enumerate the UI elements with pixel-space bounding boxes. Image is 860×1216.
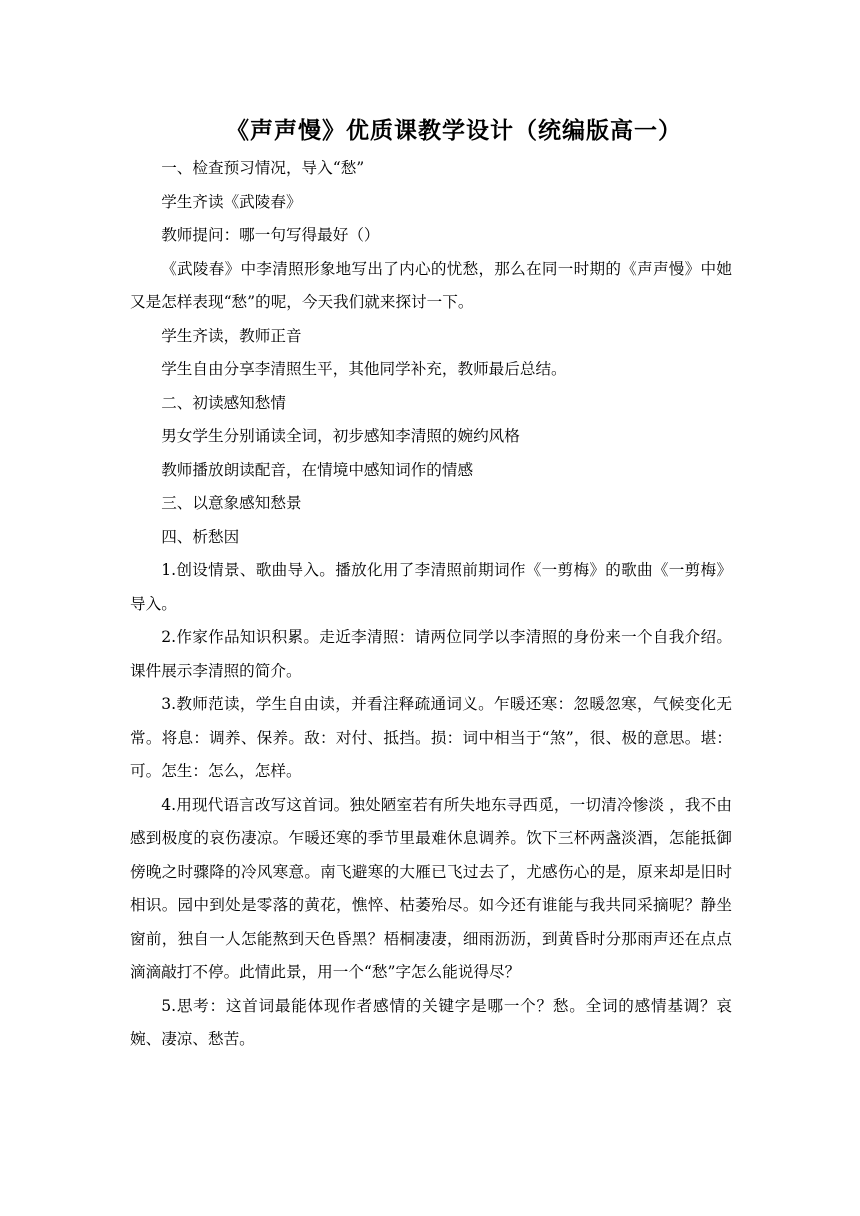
- paragraph: 教师提问：哪一句写得最好（）: [161, 226, 380, 244]
- paragraph: 《武陵春》中李清照形象地写出了内心的忧愁，那么在同一时期的《声声慢》中她又是怎样表现“愁”的呢，今天我们就来探讨一下。: [130, 259, 732, 311]
- section-heading-2: 二、初读感知愁情: [161, 393, 286, 412]
- section-heading-3: 三、以意象感知愁景: [161, 494, 302, 512]
- numbered-paragraph-4: 4.用现代语言改写这首词。独处陋室若有所失地东寻西觅，一切清冷惨淡 ，我不由感到极度的哀伤凄凉。乍暖还寒的季节里最难休息调养。饮下三杯两盏淡酒，怎能抵御傍晚之时骤降的冷风寒意。南飞避寒的大雁已飞过去了，尤感伤心的是，原来却是旧时相识。园中到处是零落的黄花，憔悴、枯萎殆尽。如今还有谁能与我共同采摘呢？静坐窗前，独自一人怎能熬到天色昏黑？梧桐凄凄，细雨沥沥，到黄昏时分那雨声还在点点滴滴敲打不停。此情此景，用一个“愁”字怎么能说得尽？: [130, 795, 732, 981]
- paragraph: 学生齐读《武陵春》: [161, 192, 302, 211]
- numbered-paragraph-2: 2.作家作品知识积累。走近李清照：请两位同学以李清照的身份来一个自我介绍。课件展示李清照的简介。: [130, 628, 732, 680]
- paragraph: 学生自由分享李清照生平，其他同学补充，教师最后总结。: [161, 360, 567, 378]
- document-title: 《声声慢》优质课教学设计（统编版高一）: [226, 118, 682, 144]
- numbered-paragraph-1: 1.创设情景、歌曲导入。播放化用了李清照前期词作《一剪梅》的歌曲《一剪梅》导入。: [130, 561, 732, 613]
- paragraph: 教师播放朗读配音，在情境中感知词作的情感: [161, 460, 474, 479]
- document-body: [130, 152, 732, 1057]
- numbered-paragraph-5: 5.思考：这首词最能体现作者感情的关键字是哪一个？愁。全词的感情基调？哀婉、凄凉、愁苦。: [130, 996, 732, 1048]
- paragraph: 学生齐读，教师正音: [161, 326, 302, 345]
- numbered-paragraph-3: 3.教师范读，学生自由读，并看注释疏通词义。乍暖还寒：忽暖忽寒，气候变化无常。将息：调养、保养。敌：对付、抵挡。损：词中相当于“煞”，很、极的意思。堪：可。怎生：怎么，怎样。: [130, 695, 732, 780]
- section-heading-1: 一、检查预习情况，导入“愁”: [161, 159, 365, 177]
- paragraph: 男女学生分别诵读全词，初步感知李清照的婉约风格: [161, 427, 520, 445]
- section-heading-4: 四、析愁因: [161, 527, 240, 546]
